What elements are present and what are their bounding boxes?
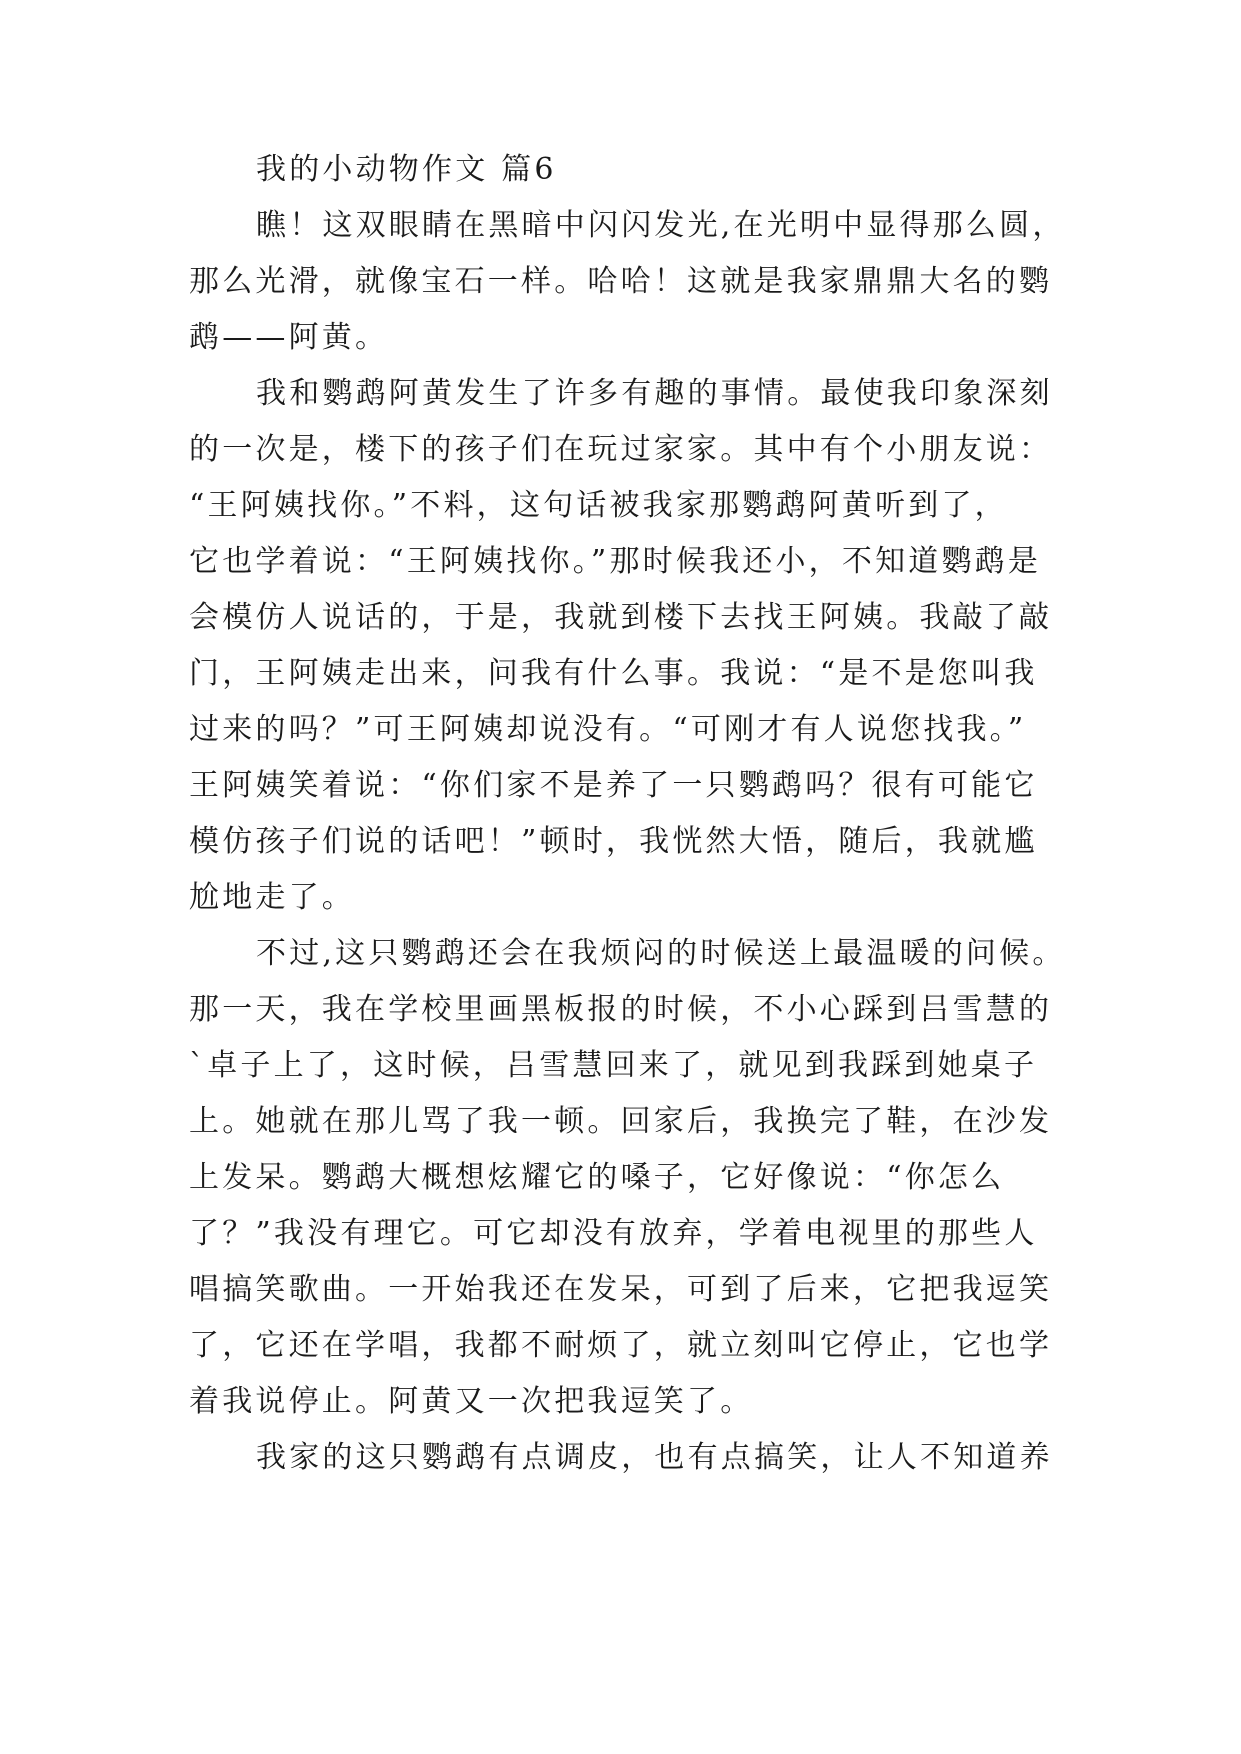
paragraph-2-line-8: 王阿姨笑着说：“你们家不是养了一只鹦鹉吗？很有可能它: [189, 768, 1038, 803]
paragraph-2-line-9: 模仿孩子们说的话吧！”顿时，我恍然大悟，随后，我就尴: [189, 824, 1038, 859]
paragraph-3-line-8: 了，它还在学唱，我都不耐烦了，就立刻叫它停止，它也学: [189, 1328, 1053, 1363]
paragraph-1-line-1: 瞧！这双眼睛在黑暗中闪闪发光,在光明中显得那么圆，: [256, 208, 1066, 243]
paragraph-3-line-3: `卓子上了，这时候，吕雪慧回来了，就见到我踩到她桌子: [189, 1048, 1038, 1083]
paragraph-1-line-3: 鹉——阿黄。: [189, 320, 389, 355]
paragraph-3-line-6: 了？”我没有理它。可它却没有放弃，学着电视里的那些人: [189, 1216, 1038, 1251]
paragraph-3-line-9: 着我说停止。阿黄又一次把我逗笑了。: [189, 1384, 754, 1419]
paragraph-2-line-7: 过来的吗？”可王阿姨却说没有。“可刚才有人说您找我。”: [189, 712, 1027, 747]
paragraph-3-line-1: 不过,这只鹦鹉还会在我烦闷的时候送上最温暖的问候。: [256, 936, 1066, 971]
paragraph-2-line-4: 它也学着说：“王阿姨找你。”那时候我还小，不知道鹦鹉是: [189, 544, 1042, 579]
paragraph-2-line-5: 会模仿人说话的，于是，我就到楼下去找王阿姨。我敲了敲: [189, 600, 1053, 635]
paragraph-4-line-1: 我家的这只鹦鹉有点调皮，也有点搞笑，让人不知道养: [256, 1440, 1053, 1475]
paragraph-3-line-4: 上。她就在那儿骂了我一顿。回家后，我换完了鞋，在沙发: [189, 1104, 1053, 1139]
paragraph-2-line-3: “王阿姨找你。”不料，这句话被我家那鹦鹉阿黄听到了，: [189, 488, 1008, 523]
paragraph-2-line-6: 门，王阿姨走出来，问我有什么事。我说：“是不是您叫我: [189, 656, 1038, 691]
paragraph-3-line-2: 那一天，我在学校里画黑板报的时候，不小心踩到吕雪慧的: [189, 992, 1053, 1027]
paragraph-3-line-5: 上发呆。鹦鹉大概想炫耀它的嗓子，它好像说：“你怎么: [189, 1160, 1005, 1195]
document-title: 我的小动物作文 篇6: [256, 152, 557, 187]
paragraph-2-line-2: 的一次是，楼下的孩子们在玩过家家。其中有个小朋友说：: [189, 432, 1053, 467]
paragraph-3-line-7: 唱搞笑歌曲。一开始我还在发呆，可到了后来，它把我逗笑: [189, 1272, 1053, 1307]
paragraph-2-line-1: 我和鹦鹉阿黄发生了许多有趣的事情。最使我印象深刻: [256, 376, 1053, 411]
paragraph-2-line-10: 尬地走了。: [189, 880, 355, 915]
paragraph-1-line-2: 那么光滑，就像宝石一样。哈哈！这就是我家鼎鼎大名的鹦: [189, 264, 1053, 299]
